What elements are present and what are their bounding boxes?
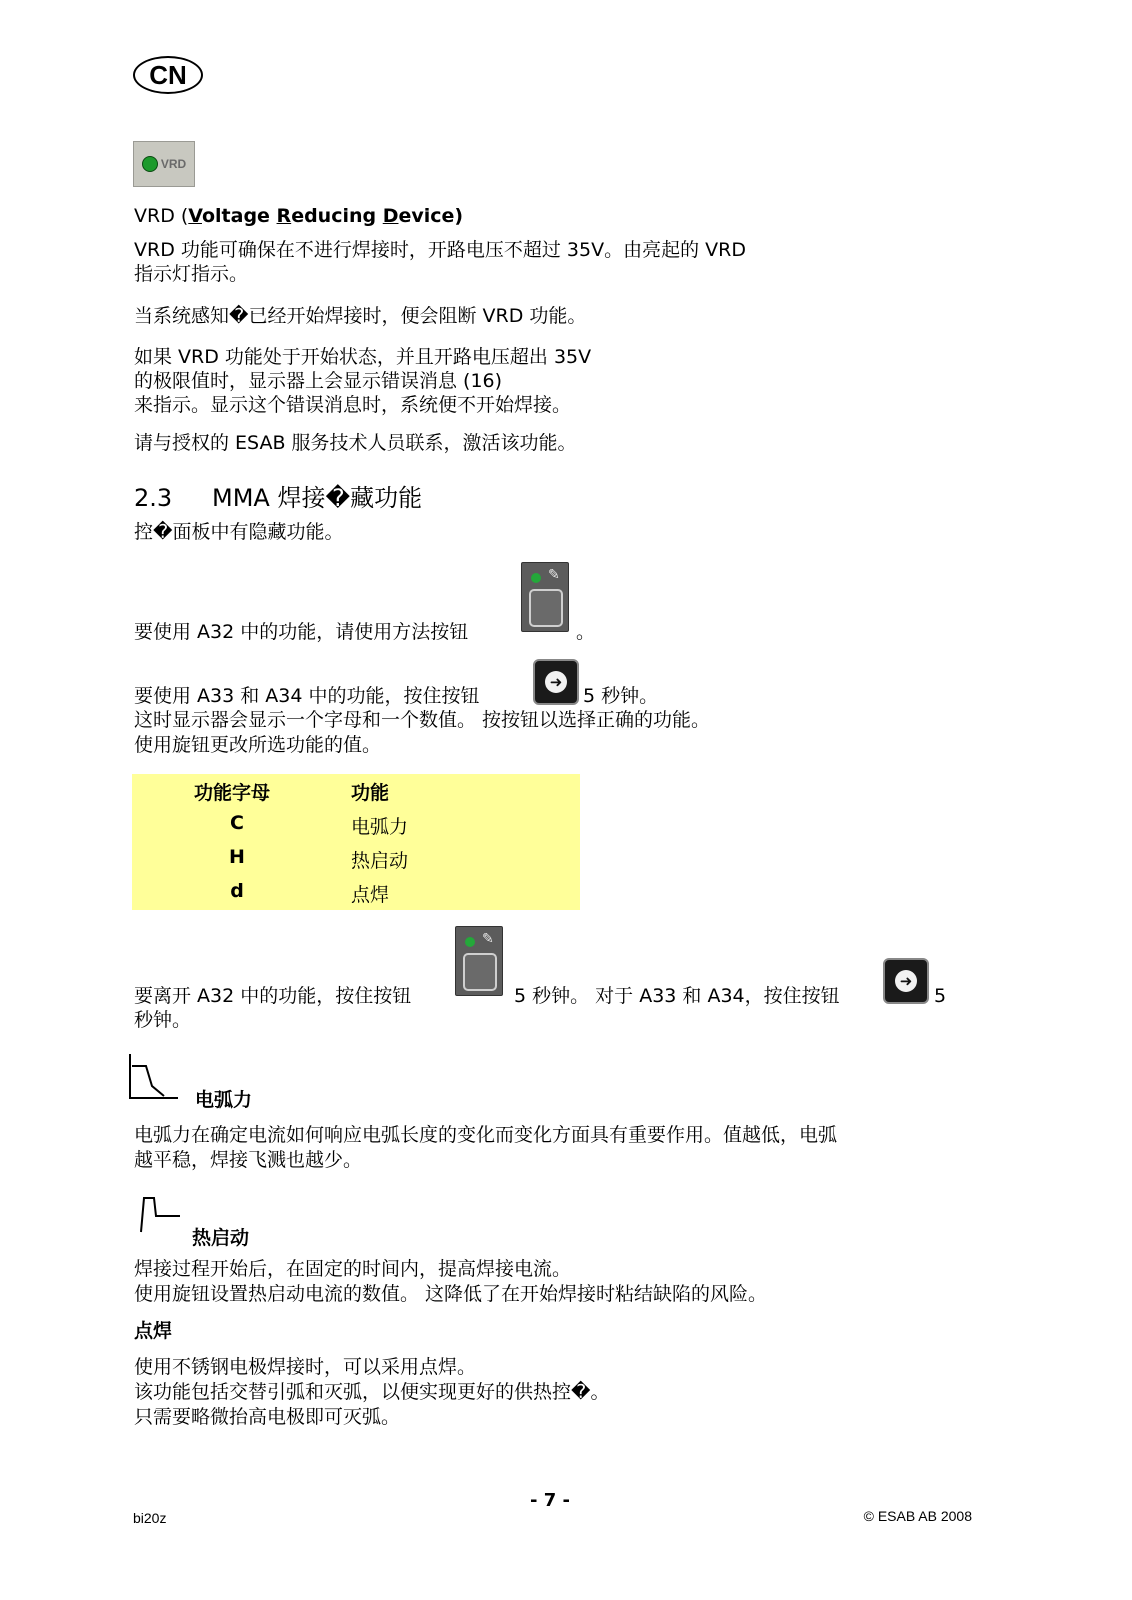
language-badge: CN (133, 56, 203, 94)
table-header-letter: 功能字母 (194, 782, 271, 804)
section-heading (134, 478, 422, 513)
a33-use-text: 要使用 A33 和 A34 中的功能，按住按钮 (134, 685, 480, 707)
vrd-heading-v: V (188, 205, 202, 227)
method-led-icon (465, 937, 475, 947)
section-title: MMA 焊接�藏功能 (212, 484, 423, 512)
doc-code: bi20z (133, 1510, 167, 1526)
vrd-heading-educing: educing (291, 205, 383, 227)
table-row-letter: H (229, 846, 245, 868)
vrd-led-icon (142, 156, 158, 172)
vrd-heading-d: D (382, 205, 399, 227)
vrd-paragraph-1-line-2: 指示灯指示。 (134, 263, 249, 285)
vrd-heading-evice: evice) (398, 205, 464, 227)
leave-a32-mid: 5 秒钟。 对于 A33 和 A34，按住按钮 (514, 985, 840, 1007)
a33-use-end: 5 秒钟。 (583, 685, 659, 707)
hot-start-line-1: 焊接过程开始后，在固定的时间内，提高焊接电流。 (134, 1258, 572, 1280)
hot-start-title: 热启动 (192, 1227, 250, 1249)
arc-force-line-1: 电弧力在确定电流如何响应电弧长度的变化而变化方面具有重要作用。值越低，电弧 (134, 1124, 838, 1146)
vrd-paragraph-2: 当系统感知�已经开始焊接时，便会阻断 VRD 功能。 (134, 305, 587, 327)
vrd-heading-oltage: oltage (201, 205, 277, 227)
arc-force-line-2: 越平稳，焊接飞溅也越少。 (134, 1149, 363, 1171)
vrd-indicator-label: VRD (160, 157, 187, 171)
arrow-right-icon: ➜ (895, 970, 917, 992)
vrd-paragraph-4: 请与授权的 ESAB 服务技术人员联系，激活该功能。 (134, 432, 577, 454)
page-number: - 7 - (530, 1490, 570, 1511)
section-intro: 控�面板中有隐藏功能。 (134, 521, 344, 543)
knob-instruction: 使用旋钮更改所选功能的值。 (134, 734, 382, 756)
method-key-icon (529, 589, 563, 627)
arrow-button-icon (533, 659, 579, 705)
table-row-letter: C (230, 812, 244, 834)
leave-a32-text: 要离开 A32 中的功能，按住按钮 (134, 985, 412, 1007)
spot-line-2: 该功能包括交替引弧和灭弧，以便实现更好的供热控�。 (134, 1381, 610, 1403)
a32-use-end: 。 (576, 621, 596, 643)
spot-line-3: 只需要略微抬高电极即可灭弧。 (134, 1406, 401, 1428)
display-instruction: 这时显示器会显示一个字母和一个数值。 按按钮以选择正确的功能。 (134, 709, 711, 731)
section-number: 2.3 (134, 484, 173, 512)
method-button-icon (521, 562, 569, 632)
spot-title: 点焊 (134, 1320, 173, 1342)
table-header-function: 功能 (351, 782, 390, 804)
arc-force-title: 电弧力 (195, 1089, 253, 1111)
table-row-function: 电弧力 (351, 816, 409, 838)
vrd-paragraph-1-line-1: VRD 功能可确保在不进行焊接时，开路电压不超过 35V。由亮起的 VRD (134, 239, 746, 261)
spot-line-1: 使用不锈钢电极焊接时，可以采用点焊。 (134, 1356, 477, 1378)
arrow-button-icon (883, 958, 929, 1004)
arc-force-curve-icon (128, 1052, 180, 1102)
torch-icon: ✎ (482, 931, 494, 947)
vrd-heading-prefix: VRD ( (134, 205, 189, 227)
method-led-icon (531, 573, 541, 583)
vrd-paragraph-3-line-1: 如果 VRD 功能处于开始状态，并且开路电压超出 35V (134, 346, 592, 368)
function-table (132, 774, 580, 910)
method-key-icon (463, 953, 497, 991)
vrd-heading (134, 204, 463, 228)
table-row-function: 点焊 (351, 884, 390, 906)
hot-start-curve-icon (138, 1194, 182, 1234)
leave-a32-end: 5 (934, 985, 947, 1007)
vrd-heading-r: R (276, 205, 292, 227)
hot-start-line-2: 使用旋钮设置热启动电流的数值。 这降低了在开始焊接时粘结缺陷的风险。 (134, 1283, 768, 1305)
leave-a32-line-2: 秒钟。 (134, 1009, 192, 1031)
arrow-right-icon: ➜ (545, 671, 567, 693)
copyright: © ESAB AB 2008 (863, 1508, 972, 1524)
vrd-paragraph-3-line-2: 的极限值时，显示器上会显示错误消息 (16) (134, 370, 503, 392)
table-row-letter: d (230, 880, 244, 902)
a32-use-text: 要使用 A32 中的功能，请使用方法按钮 (134, 621, 469, 643)
vrd-paragraph-3-line-3: 来指示。显示这个错误消息时，系统便不开始焊接。 (134, 394, 572, 416)
table-row-function: 热启动 (351, 850, 409, 872)
vrd-indicator (133, 141, 195, 187)
torch-icon: ✎ (548, 567, 560, 583)
method-button-icon (455, 926, 503, 996)
